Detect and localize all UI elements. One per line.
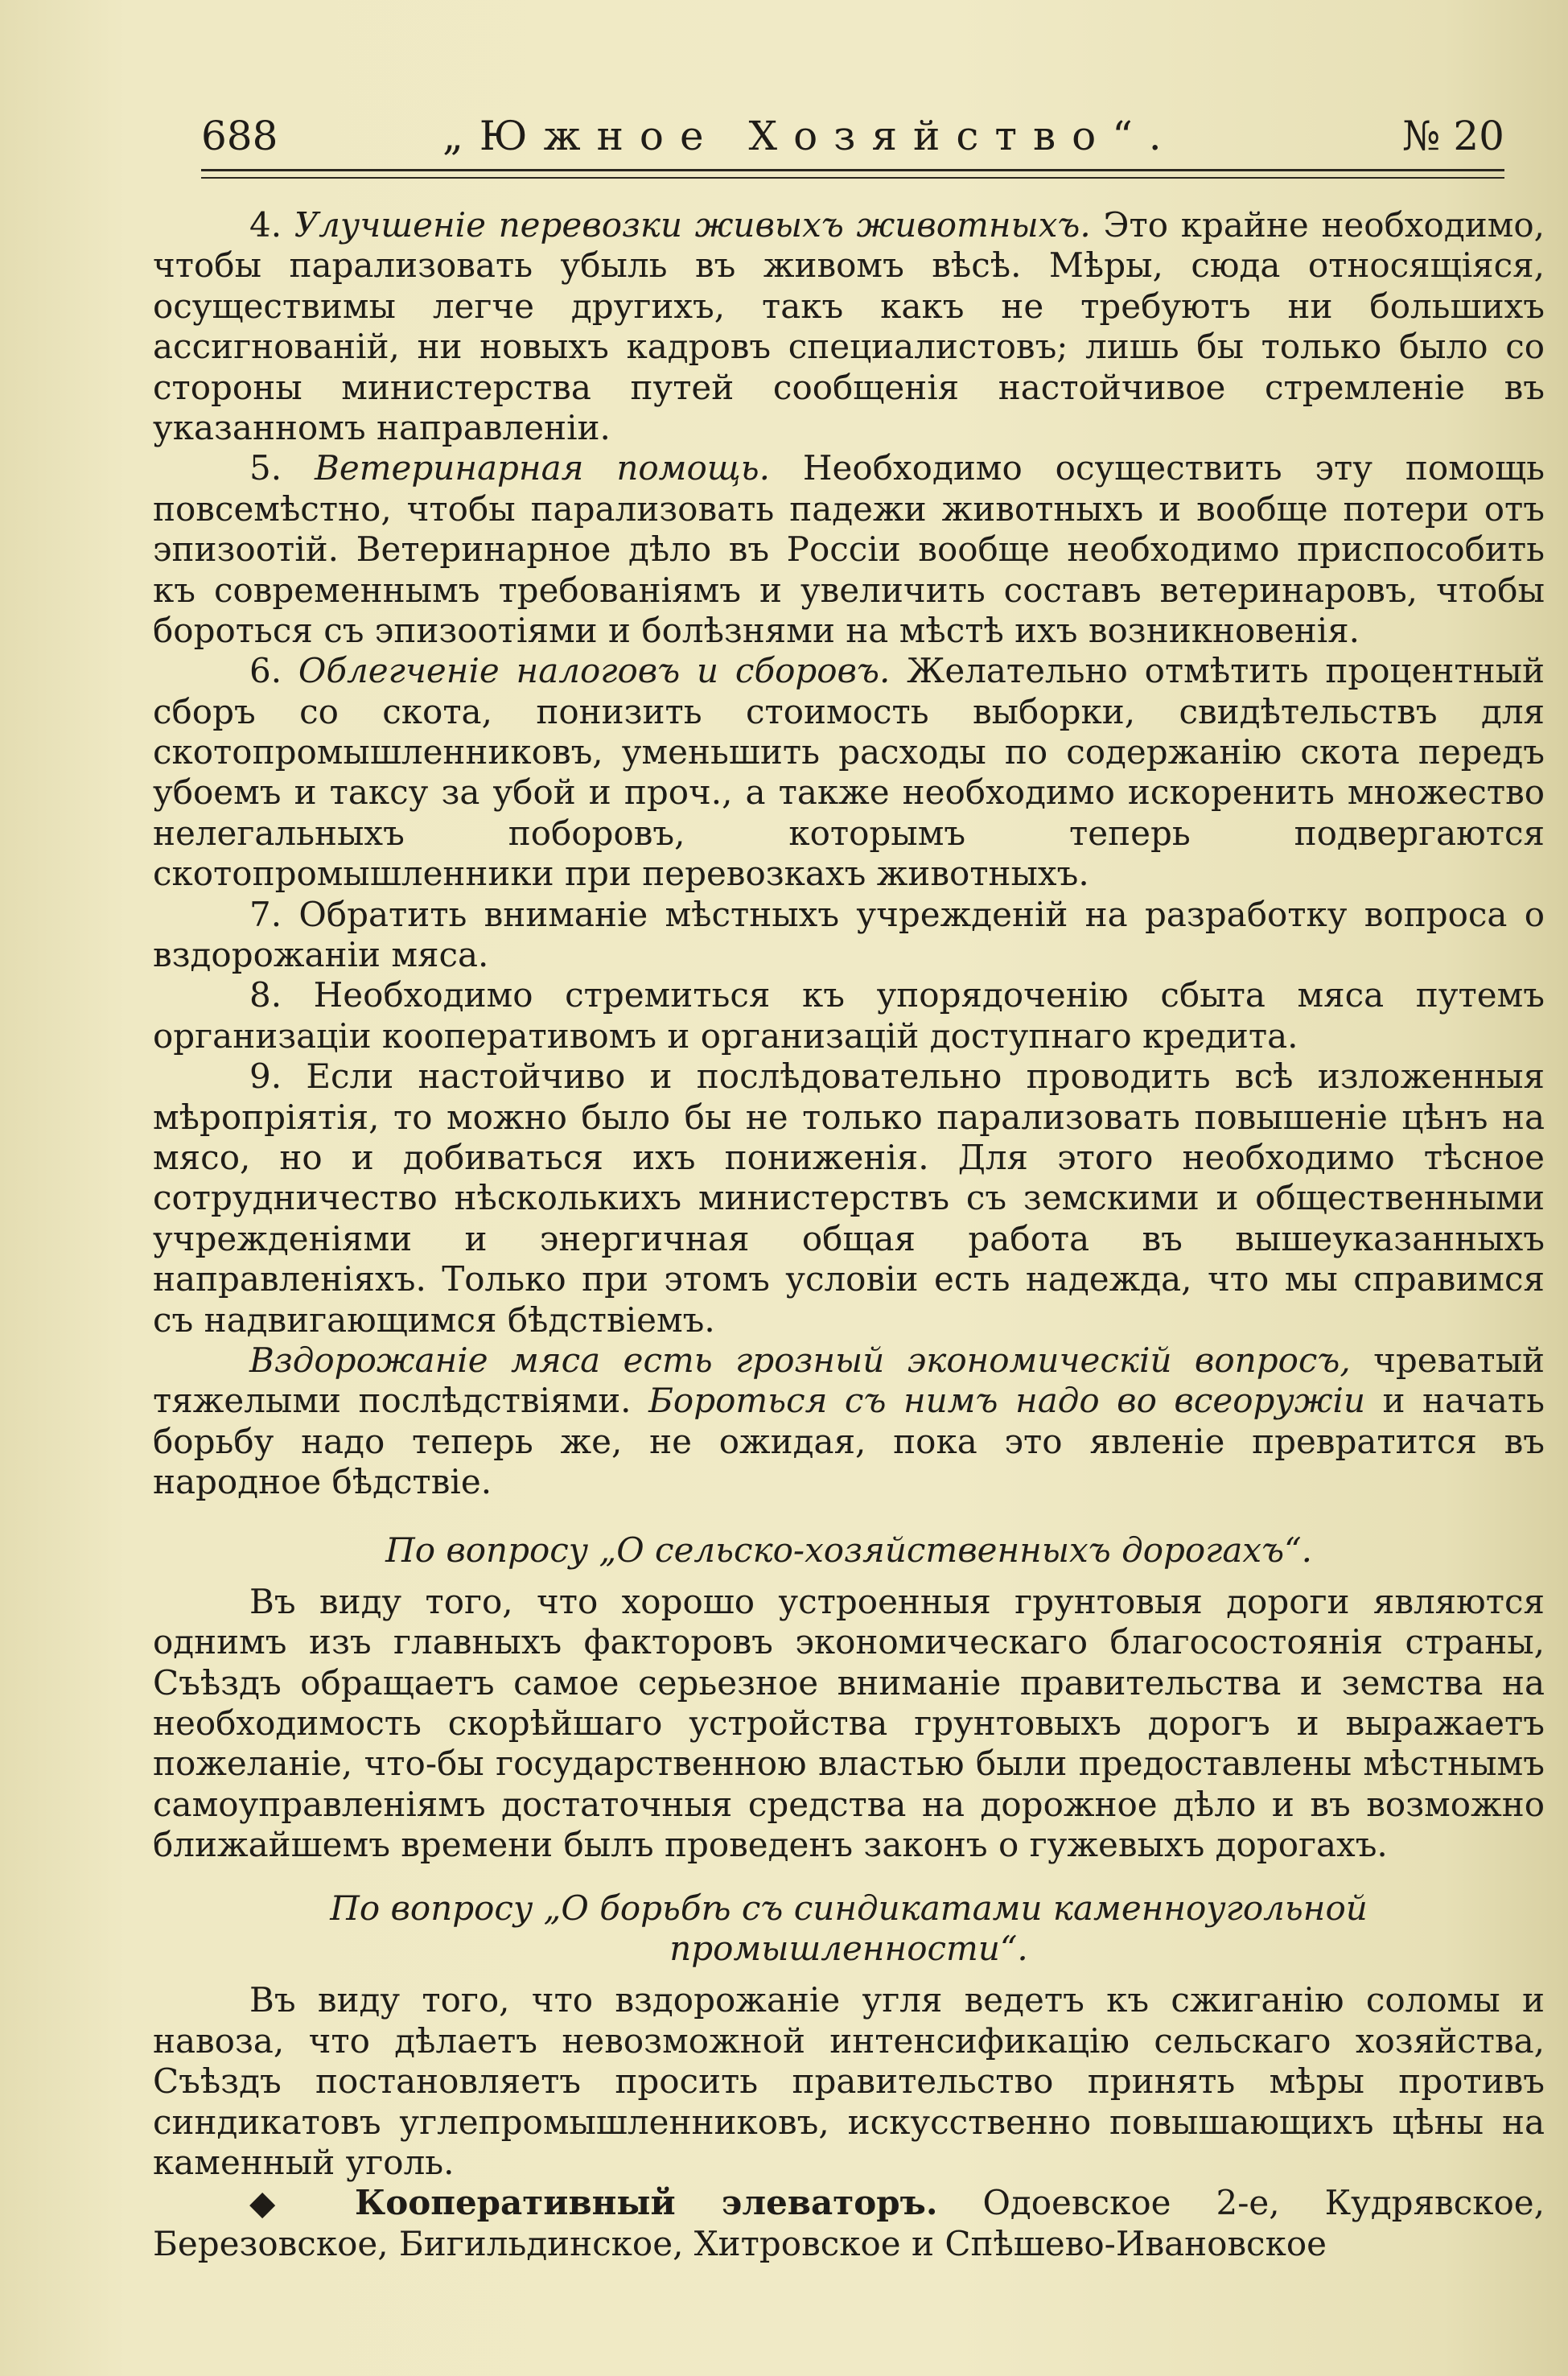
item-heading: Ветеринарная помощь. (314, 448, 771, 488)
paragraph-roads: Въ виду того, что хорошо устроенныя грунтовыя дороги являются однимъ изъ главныхъ факторовъ экономическаго благосостоянія страны, Съѣздъ обращаетъ самое серьезное вниманіе правительства и земства на необходимость скорѣйшаго устройства грунтовыхъ дорогъ и выражаетъ пожеланіе, что-бы государственною властью были предоставлены мѣстнымъ самоуправленіямъ достаточныя средства на дорожное дѣло и въ возможно ближайшемъ времени былъ проведенъ законъ о гужевыхъ дорогахъ. (153, 1581, 1545, 1865)
conclusion-text: чреватый тяжелыми послѣдствіями. (153, 1340, 1545, 1421)
paragraph-conclusion (153, 1340, 1545, 1503)
conclusion-emphasis-2: Бороться съ нимъ надо во всеоружіи (648, 1381, 1365, 1421)
header-rule-secondary (201, 177, 1504, 179)
conclusion-emphasis: Вздорожаніе мяса есть грозный экономическій вопросъ, (249, 1340, 1351, 1380)
paragraph-item-5 (153, 448, 1545, 651)
paragraph-item-7: 7. Обратить вниманіе мѣстныхъ учрежденій на разработку вопроса о вздорожаніи мяса. (153, 894, 1545, 975)
paragraph-item-8: 8. Необходимо стремиться къ упорядоченію сбыта мяса путемъ организаціи кооперативомъ и организацій доступнаго кредита. (153, 975, 1545, 1056)
paragraph-item-4 (153, 205, 1545, 448)
header-rule (201, 169, 1504, 171)
notice-text: Одоевское 2-е, Кудрявское, Березовское, Бигильдинское, Хитровское и Спѣшево-Ивановское (153, 2183, 1545, 2263)
journal-title: „Южное Хозяйство“. (442, 113, 1178, 159)
item-text: Необходимо осуществить эту помощь повсемѣстно, чтобы парализовать падежи животныхъ и вообще потери отъ эпизоотій. Ветеринарное дѣло въ Россіи вообще необходимо приспособить къ современнымъ требованіямъ и увеличить составъ ветеринаровъ, чтобы бороться съ эпизоотіями и болѣзнями на мѣстѣ ихъ возникновенія. (153, 448, 1545, 650)
item-text: Желательно отмѣтить процентный сборъ со скота, понизить стоимость выборки, свидѣтельствъ для скотопромышленниковъ, уменьшить расходы по содержанію скота передъ убоемъ и таксу за убой и проч., а также необходимо искоренить множество нелегальныхъ поборовъ, которымъ теперь подвергаются скотопромышленники при перевозкахъ животныхъ. (153, 651, 1545, 894)
item-text: Это крайне необходимо, чтобы парализовать убыль въ живомъ вѣсѣ. Мѣры, сюда относящіяся, осуществимы легче другихъ, такъ какъ не требуютъ ни большихъ ассигнованій, ни новыхъ кадровъ специалистовъ; лишь бы только было со стороны министерства путей сообщенія настойчивое стремленіе въ указанномъ направленіи. (153, 205, 1545, 447)
item-heading: Улучшеніе перевозки живыхъ животныхъ. (294, 205, 1091, 245)
paragraph-syndicates: Въ виду того, что вздорожаніе угля ведетъ къ сжиганію соломы и навоза, что дѣлаетъ невозможной интенсификацію сельскаго хозяйства, Съѣздъ постановляетъ просить правительство принять мѣры противъ синдикатовъ углепромышленниковъ, искусственно повышающихъ цѣны на каменный уголь. (153, 1980, 1545, 2182)
item-number: 6. (249, 651, 298, 691)
running-header (201, 113, 1504, 169)
article-body (153, 205, 1545, 2264)
diamond-bullet-icon: ◆ (249, 2183, 310, 2223)
paragraph-item-6 (153, 651, 1545, 894)
notice-heading: Кооперативный элеваторъ. (354, 2183, 938, 2223)
section-title-syndicates: По вопросу „О борьбѣ съ синдикатами каменноугольной промышленности“. (330, 1888, 1368, 1969)
item-number: 5. (249, 448, 315, 488)
notice-elevator (153, 2183, 1545, 2264)
paragraph-item-9: 9. Если настойчиво и послѣдовательно проводить всѣ изложенныя мѣропріятія, то можно было бы не только парализовать повышеніе цѣнъ на мясо, но и добиваться ихъ пониженія. Для этого необходимо тѣсное сотрудничество нѣсколькихъ министерствъ съ земскими и общественными учрежденіями и энергичная общая работа въ вышеуказанныхъ направленіяхъ. Только при этомъ условіи есть надежда, что мы справимся съ надвигающимся бѣдствіемъ. (153, 1056, 1545, 1340)
section-title-roads: По вопросу „О сельско-хозяйственныхъ дорогахъ“. (385, 1530, 1312, 1570)
item-number: 4. (249, 205, 294, 245)
item-heading: Облегченіе налоговъ и сборовъ. (298, 651, 891, 691)
issue-number: № 20 (1402, 113, 1504, 159)
conclusion-text-2: и начать борьбу надо теперь же, не ожидая, пока это явленіе превратится въ народное бѣдствіе. (153, 1381, 1545, 1502)
page-number: 688 (201, 113, 278, 159)
